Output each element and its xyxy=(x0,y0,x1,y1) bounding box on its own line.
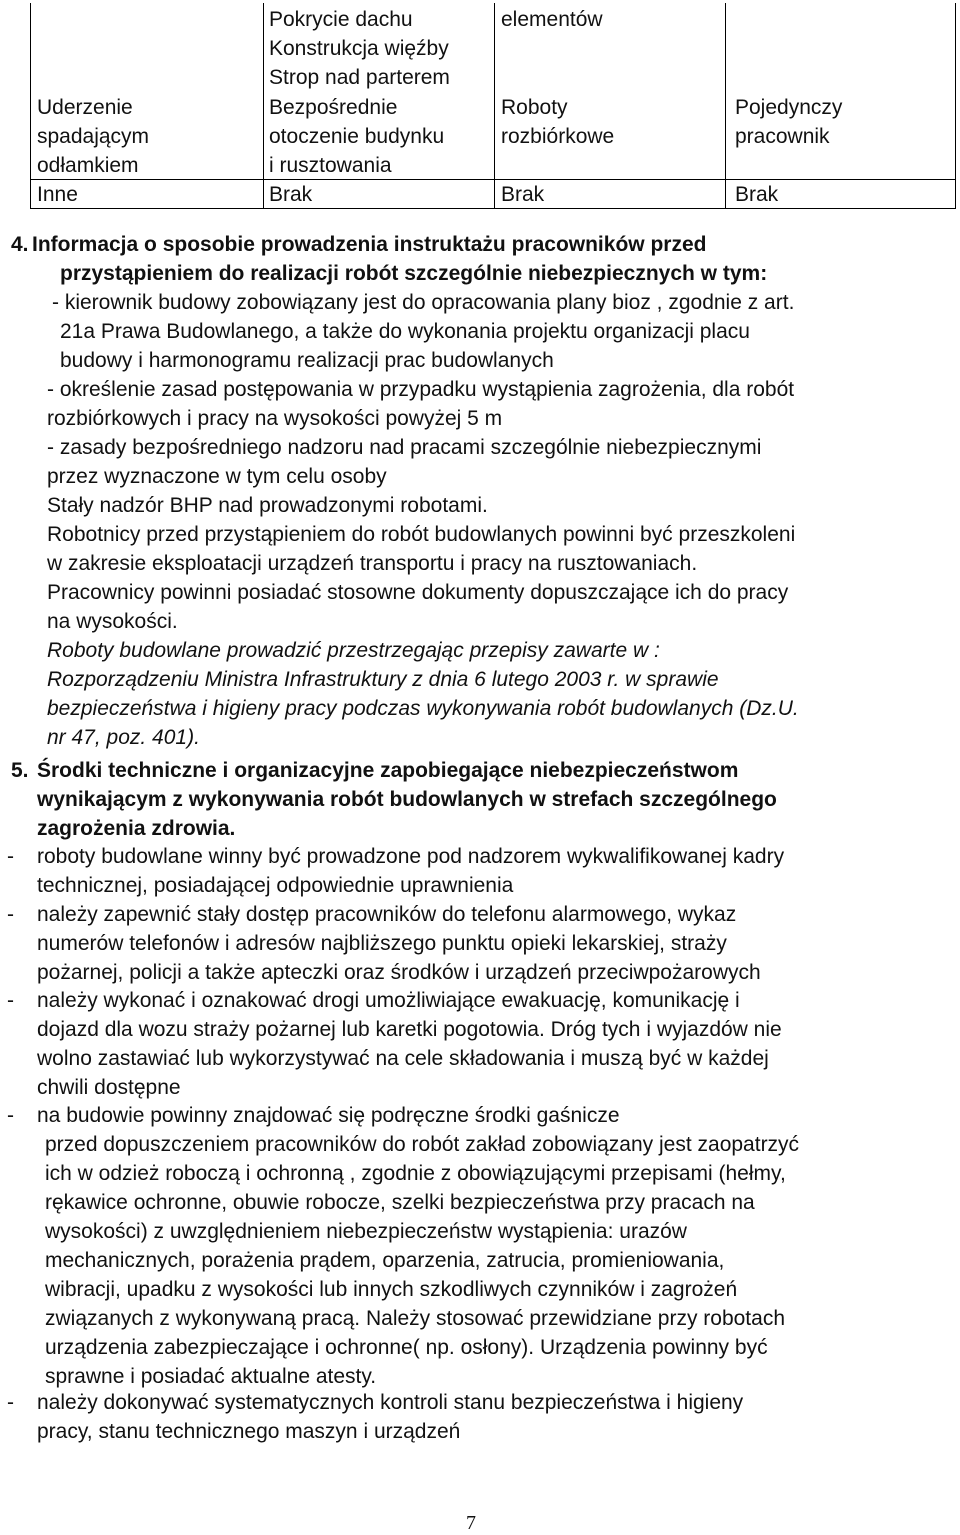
section-4-number: 4. xyxy=(11,233,29,256)
bullet-marker: - xyxy=(7,845,14,868)
protective-equipment-paragraph: przed dopuszczeniem pracowników do robót zakład zobowiązany jest zaopatrzyć ich w odzież roboczą i ochronną , zgodnie z obowiązującymi przepisami (hełmy, rękawice ochronne, obuwie robocze, szelki bezpieczeństwa przy pracach na wysokości) z uwzględnieniem niebezpieczeństw wystąpienia: urazów mechanicznych, porażenia prądem, oparzenia, zatrucia, promieniowania, wibracji, upadku z wysokości lub innych szkodliwych czynników i zagrożeń związanych z wykonywaną pracą. Należy stosować przewidziane przy robotach urządzenia zabezpieczające i ochronne( np. osłony). Urządzenia powinny być sprawne i posiadać aktualne atesty. xyxy=(45,1133,800,1388)
table-border-bottom xyxy=(30,208,956,209)
table-cell: Roboty rozbiórkowe xyxy=(501,96,615,148)
table-cell: elementów xyxy=(501,8,603,31)
section-5-number: 5. xyxy=(11,759,29,782)
bullet-marker: - xyxy=(7,989,14,1012)
section-4-body: - kierownik budowy zobowiązany jest do opracowania plany bioz , zgodnie z art. 21a Prawa Budowlanego, a także do wykonania projektu organizacji placu budowy i harmonogramu realizacji prac budowlanych - określenie zasad postępowania w przypadku wystąpienia zagrożenia, dla robót rozbiórkowych i pracy na wysokości powyżej 5 m - zasady bezpośredniego nadzoru nad pracami szczególnie niebezpiecznymi przez wyznaczone w tym celu osoby Stały nadzór BHP nad prowadzonymi robotami. Robotnicy przed przystąpieniem do robót budowlanych powinni być przeszkoleni w zakresie eksploatacji urządzeń transportu i pracy na rusztowaniach. Pracownicy powinni posiadać stosowne dokumenty dopuszczające ich do pracy na wysokości. Roboty budowlane prowadzić przestrzegając przepisy zawarte w : Rozporządzeniu Ministra Infrastruktury z dnia 6 lutego 2003 r. w sprawie bezpieczeństwa i higieny pracy podczas wykonywania robót budowlanych (Dz.U. nr 47, poz. 401). xyxy=(47,291,799,749)
table-row-divider xyxy=(30,179,956,180)
table-cell: Pokrycie dachu Konstrukcja więźby Strop nad parterem xyxy=(269,8,450,89)
list-item: należy wykonać i oznakować drogi umożliwiające ewakuację, komunikację i dojazd dla wozu straży pożarnej lub karetki pogotowia. Dróg tych i wyjazdów nie wolno zastawiać lub wykorzystywać na cele składowania i muszą być w każdej chwili dostępne xyxy=(37,989,782,1099)
table-cell: Inne xyxy=(37,183,78,206)
list-item: na budowie powinny znajdować się podręczne środki gaśnicze xyxy=(37,1104,620,1127)
list-item: należy zapewnić stały dostęp pracowników do telefonu alarmowego, wykaz numerów telefonów i adresów najbliższego punktu opieki lekarskiej, straży pożarnej, policji a także apteczki oraz środków i urządzeń przeciwpożarowych xyxy=(37,903,761,984)
section-5-heading: Środki techniczne i organizacyjne zapobiegające niebezpieczeństwom wynikającym z wykonywania robót budowlanych w strefach szczególnego zagrożenia zdrowia. xyxy=(37,759,777,840)
section-4-heading: Informacja o sposobie prowadzenia instruktażu pracowników przed przystąpieniem do realizacji robót szczególnie niebezpiecznych w tym: xyxy=(32,233,768,285)
table-cell: Bezpośrednie otoczenie budynku i rusztowania xyxy=(269,96,445,177)
table-cell: Brak xyxy=(501,183,545,206)
table-cell: Pojedynczy pracownik xyxy=(735,96,843,148)
bullet-marker: - xyxy=(7,1104,14,1127)
list-item: roboty budowlane winny być prowadzone pod nadzorem wykwalifikowanej kadry technicznej, posiadającej odpowiednie uprawnienia xyxy=(37,845,785,897)
table-cell: Brak xyxy=(735,183,779,206)
bullet-marker: - xyxy=(7,1391,14,1414)
table-cell: Uderzenie spadającym odłamkiem xyxy=(37,96,150,177)
page-number: 7 xyxy=(466,1512,476,1534)
list-item: należy dokonywać systematycznych kontroli stanu bezpieczeństwa i higieny pracy, stanu technicznego maszyn i urządzeń xyxy=(37,1391,744,1443)
bullet-marker: - xyxy=(7,903,14,926)
table-cell: Brak xyxy=(269,183,313,206)
hazard-table xyxy=(30,3,956,209)
